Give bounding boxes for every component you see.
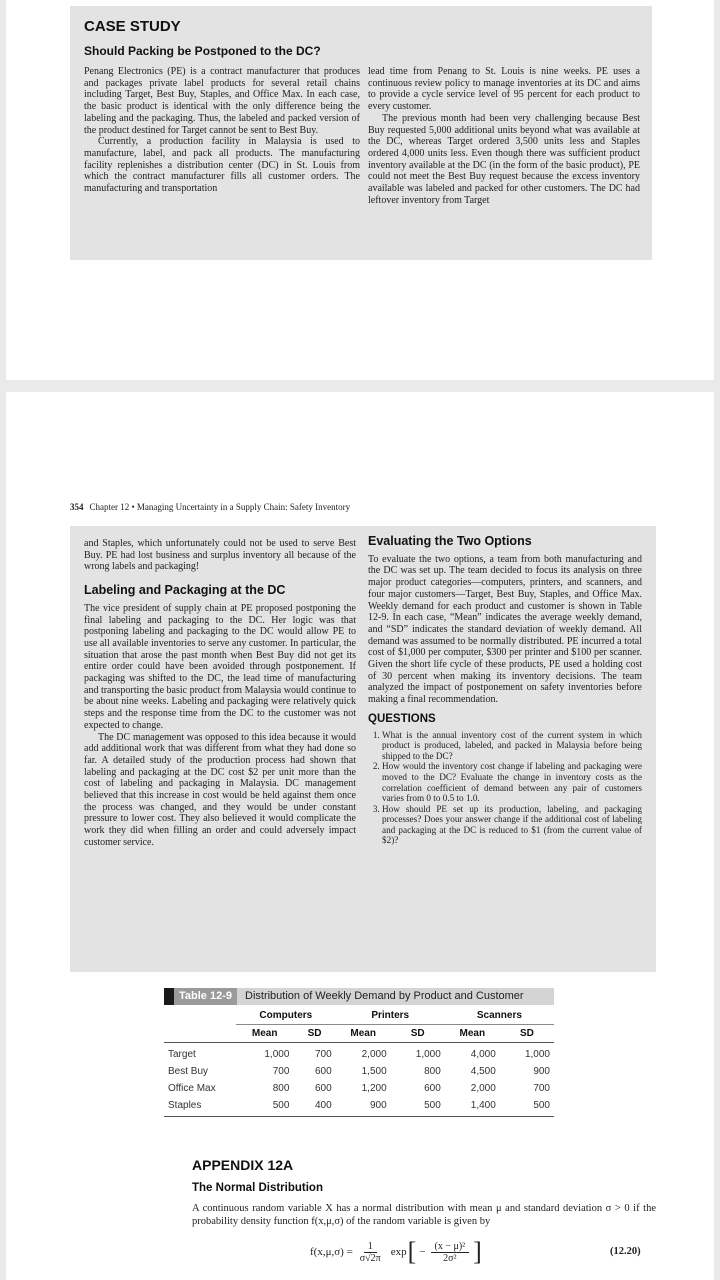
exponent-fraction xyxy=(431,1241,470,1264)
cell: 900 xyxy=(336,1097,391,1117)
case-study-right-column xyxy=(368,66,640,206)
normal-pdf-formula xyxy=(310,1232,483,1272)
table-number: Table 12-9 xyxy=(174,988,237,1005)
cell: 400 xyxy=(293,1097,335,1117)
cell: 1,000 xyxy=(524,1049,550,1060)
cell: 600 xyxy=(314,1083,332,1094)
question-item: 1. What is the annual inventory cost of the current system in which product is produced, labeled, and packed in Malaysia before being shipped to the DC? xyxy=(382,730,642,762)
page-number: 354 xyxy=(70,502,84,512)
cell: 1,500 xyxy=(361,1066,387,1077)
cell: 600 xyxy=(314,1066,332,1077)
section-heading-evaluating: Evaluating the Two Options xyxy=(368,534,532,548)
chapter-title: Chapter 12 • Managing Uncertainty in a Supply Chain: Safety Inventory xyxy=(89,502,351,512)
appendix-paragraph: A continuous random variable X has a normal distribution with mean μ and standard deviation σ > 0 if the probability density function f(x,μ,σ) of the random variable is given by xyxy=(192,1203,656,1227)
continuation-paragraph: and Staples, which unfortunately could not be used to serve Best Buy. PE had lost business and surplus inventory all because of the wrong labels and packaging! xyxy=(84,538,356,573)
page-354 xyxy=(6,392,714,1280)
case-continuation-box xyxy=(70,526,656,972)
questions-list xyxy=(368,730,642,847)
body-paragraph: The DC management was opposed to this idea because it would add additional work that was different from what they had done so far. A detailed study of the production process had shown that labeling and packaging at the DC cost $2 per unit more than the cost of labeling and packaging in Malaysia. DC management believed that this increase in cost would be held against them once the process was changed, and they would be under constant pressure to lower cost. They also believed it would complicate the work they did when filling an order and could adversely impact customer service. xyxy=(84,731,356,848)
body-paragraph: The vice president of supply chain at PE proposed postponing the final labeling and packaging to the DC. Her logic was that postponing labeling and packaging to the DC would allow PE to use all available inventories to serve any customer. In particular, the situation that arose the past month when Best Buy did not get its entire order could have been avoided through postponement. If packaging was shifted to the DC, the lead time of manufacturing and transporting the basic product from Malaysia would continue to be about nine weeks. Labeling and packaging were relatively quick steps and the response time from the DC to the customer was not expected to change. xyxy=(84,602,356,731)
cell: 2,000 xyxy=(361,1049,387,1060)
cell: 2,000 xyxy=(470,1083,496,1094)
fraction-denominator: 2σ² xyxy=(443,1252,457,1264)
cell: 700 xyxy=(533,1083,550,1094)
exp-label: exp xyxy=(390,1246,407,1258)
col-header: Mean xyxy=(336,1025,391,1043)
row-label: Best Buy xyxy=(168,1066,209,1077)
cell: 500 xyxy=(500,1097,554,1117)
right-column xyxy=(368,530,642,846)
formula-lhs: f(x,μ,σ) = xyxy=(310,1246,353,1258)
cell: 1,400 xyxy=(445,1097,500,1117)
table-row xyxy=(164,1097,554,1117)
minus-sign: − xyxy=(419,1246,426,1258)
case-paragraph: lead time from Penang to St. Louis is nine weeks. PE uses a continuous review policy to manage inventories at its DC and aims to provide a cycle service level of 95 percent for each product to every customer. xyxy=(368,66,640,113)
cell: 1,200 xyxy=(361,1083,387,1094)
case-paragraph: Currently, a production facility in Malaysia is used to manufacture, label, and pack all products. The manufacturing facility replenishes a distribution center (DC) in St. Louis from which the contract manufacturer fills all customer orders. The manufacturing and transportation xyxy=(84,136,360,195)
questions-heading: QUESTIONS xyxy=(368,712,436,725)
cell: 900 xyxy=(533,1066,550,1077)
coefficient-fraction xyxy=(356,1241,385,1264)
question-item: 3. How should PE set up its production, labeling, and packaging processes? Does your answer change if the additional cost of labeling and packaging at the DC is reduced to $1 (from the current value of $2)? xyxy=(382,804,642,846)
fraction-numerator: 1 xyxy=(364,1241,377,1253)
group-computers: Computers xyxy=(236,1005,336,1025)
table-caption xyxy=(164,988,554,1005)
page-top xyxy=(6,0,714,380)
cell: 600 xyxy=(424,1083,441,1094)
table-row xyxy=(164,1043,554,1064)
cell: 800 xyxy=(424,1066,441,1077)
right-bracket: ] xyxy=(473,1237,482,1266)
group-header-row xyxy=(164,1005,554,1025)
case-study-label: CASE STUDY xyxy=(84,18,181,35)
col-header: SD xyxy=(293,1025,335,1043)
fraction-denominator: σ√2π xyxy=(359,1252,381,1264)
case-paragraph: Penang Electronics (PE) is a contract manufacturer that produces and packages private label products for several retail chains including Target, Best Buy, Staples, and Office Max. In each case, the basic product is identical with the only difference being the labeling and the packaging. Thus, the labeled and packed version of the product destined for Target cannot be sent to Best Buy. xyxy=(84,66,360,136)
appendix-subtitle: The Normal Distribution xyxy=(192,1182,323,1194)
left-bracket: [ xyxy=(407,1237,417,1266)
sub-header-row xyxy=(164,1025,554,1043)
row-label: Office Max xyxy=(168,1083,216,1094)
col-header: SD xyxy=(500,1025,554,1043)
body-paragraph: To evaluate the two options, a team from both manufacturing and the DC was set up. The team decided to focus its analysis on three major product categories—computers, printers, and scanners, and four major customers—Target, Best Buy, Staples, and Office Max. Weekly demand for each product and customer is shown in Table 12-9. In each case, “Mean” indicates the average weekly demand, and “SD” indicates the standard deviation of weekly demand. All demand was assumed to be normally distributed. PE incurred a total cost of $1,000 per computer, $300 per printer and $100 per scanner. Given the short life cycle of these products, PE used a holding cost of 30 percent when making its inventory decisions. The team analyzed the impact of postponement on safety inventories before making a final recommendation. xyxy=(368,553,642,706)
cell: 4,500 xyxy=(470,1066,496,1077)
demand-table xyxy=(164,1005,554,1117)
case-study-title: Should Packing be Postponed to the DC? xyxy=(84,44,321,58)
cell: 4,000 xyxy=(470,1049,496,1060)
caption-marker xyxy=(164,988,174,1005)
table-title: Distribution of Weekly Demand by Product and Customer xyxy=(245,990,524,1002)
row-label: Target xyxy=(168,1049,196,1060)
case-study-box xyxy=(70,6,652,260)
table-row xyxy=(164,1063,554,1080)
left-column xyxy=(84,538,356,849)
col-header: Mean xyxy=(236,1025,293,1043)
table-row xyxy=(164,1080,554,1097)
appendix-title: APPENDIX 12A xyxy=(192,1157,294,1173)
cell: 700 xyxy=(272,1066,290,1077)
cell: 700 xyxy=(314,1049,332,1060)
table-12-9 xyxy=(164,988,554,1117)
group-printers: Printers xyxy=(336,1005,445,1025)
cell: 1,000 xyxy=(264,1049,290,1060)
equation-number: (12.20) xyxy=(610,1246,641,1257)
section-heading-labeling: Labeling and Packaging at the DC xyxy=(84,583,286,598)
running-head xyxy=(70,502,350,512)
fraction-numerator: (x − μ)² xyxy=(431,1241,470,1253)
cell: 500 xyxy=(236,1097,293,1117)
cell: 1,000 xyxy=(415,1049,441,1060)
row-label: Staples xyxy=(164,1097,236,1117)
case-paragraph: The previous month had been very challenging because Best Buy requested 5,000 additional units beyond what was available at the DC, whereas Target ordered 3,500 units less and Staples ordered 4,000 units less. Even though there was sufficient product inventory available at the DC (in the form of the basic product), PE could not meet the Best Buy request because the excess inventory available was labeled and packed for other customers. The DC had leftover inventory from Target xyxy=(368,112,640,206)
col-header: SD xyxy=(391,1025,445,1043)
question-item: 2. How would the inventory cost change if labeling and packaging were moved to the DC? Evaluate the change in inventory costs as the correlation coefficient of demand between any pair of customers varies from 0 to 0.5 to 1.0. xyxy=(382,761,642,803)
cell: 500 xyxy=(391,1097,445,1117)
col-header: Mean xyxy=(445,1025,500,1043)
case-study-left-column xyxy=(84,66,360,195)
group-scanners: Scanners xyxy=(445,1005,554,1025)
cell: 800 xyxy=(272,1083,290,1094)
